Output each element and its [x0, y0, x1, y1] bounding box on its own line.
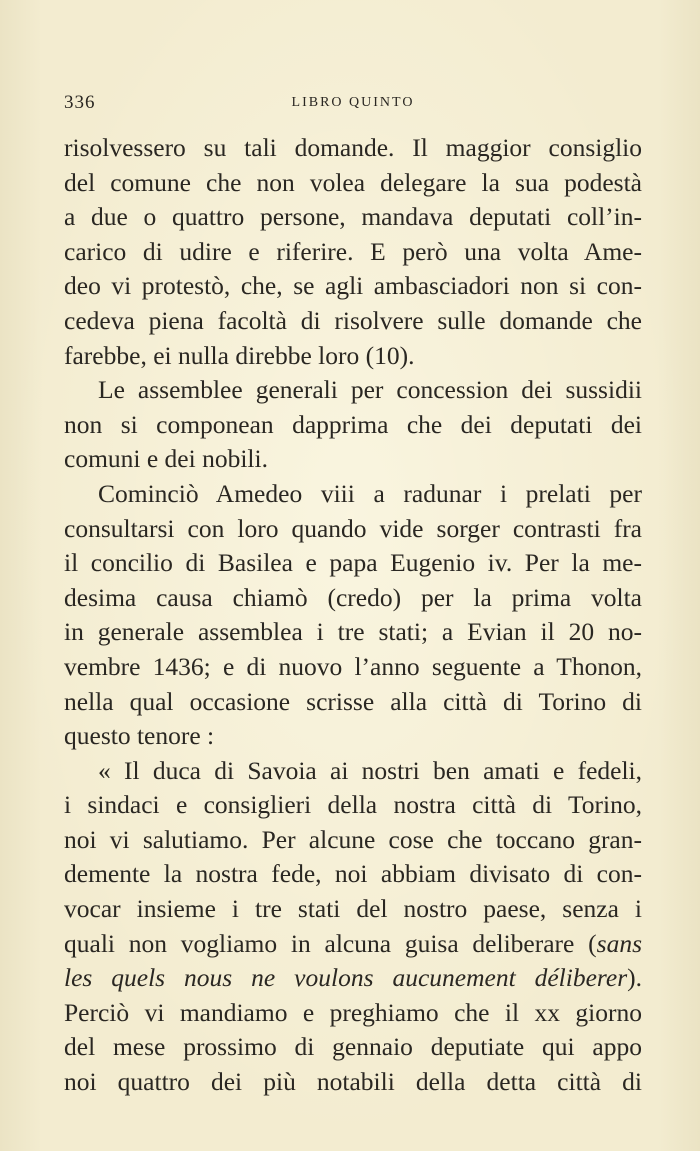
text-line: cedeva piena facoltà di risolvere sulle domande che	[64, 305, 642, 335]
text-line: noi quattro dei più notabili della detta città di	[64, 1067, 642, 1097]
text-line: a due o quattro persone, mandava deputati coll’in-	[64, 202, 642, 232]
paragraph-end-line: comuni e dei nobili.	[64, 444, 268, 474]
text-line: risolvessero su tali domande. Il maggior consiglio	[64, 133, 642, 162]
page-number: 336	[64, 92, 96, 113]
text-line	[64, 927, 642, 962]
paragraph-end-line: farebbe, ei nulla direbbe loro (10).	[64, 340, 415, 370]
text-line: non si componean dapprima che dei deputati dei	[64, 409, 642, 439]
text-line: desima causa chiamò (credo) per la prima volta	[64, 582, 642, 612]
line-italic-part: sans	[596, 928, 642, 958]
text-line: Perciò vi mandiamo e preghiamo che il xx giorno	[64, 997, 642, 1027]
text-line: del comune che non volea delegare la sua podestà	[64, 167, 642, 197]
running-head: LIBRO QUINTO	[291, 95, 415, 110]
text-line: in generale assemblea i tre stati; a Evian il 20 no-	[64, 617, 642, 647]
paragraph-end-line: questo tenore :	[64, 721, 215, 751]
text-line: consultarsi con loro quando vide sorger contrasti fra	[64, 513, 642, 543]
text-line: noi vi salutiamo. Per alcune cose che toccano gran-	[64, 824, 642, 854]
text-line: vocar insieme i tre stati del nostro paese, senza i	[64, 894, 642, 924]
text-line: del mese prossimo di gennaio deputiate qui appo	[64, 1032, 642, 1062]
body-text	[64, 131, 642, 1100]
quotation-start-line: « Il duca di Savoia ai nostri ben amati e fedeli,	[98, 755, 642, 785]
text-line: i sindaci e consiglieri della nostra città di Torino,	[64, 790, 642, 820]
text-line: carico di udire e riferire. E però una volta Ame-	[64, 236, 642, 266]
text-line	[64, 961, 642, 996]
text-line: vembre 1436; e di nuovo l’anno seguente a Thonon,	[64, 651, 642, 681]
line-roman-part: quali non vogliamo in alcuna guisa deliberare (	[64, 928, 597, 958]
line-roman-part: ).	[627, 963, 642, 993]
text-line: demente la nostra fede, noi abbiam divisato di con-	[64, 859, 642, 889]
paragraph-start-line: Le assemblee generali per concession dei sussidii	[98, 375, 642, 405]
text-line: il concilio di Basilea e papa Eugenio iv. Per la me-	[64, 548, 642, 578]
paragraph-start-line: Cominciò Amedeo viii a radunar i prelati per	[98, 478, 642, 508]
text-line: nella qual occasione scrisse alla città di Torino di	[64, 686, 642, 716]
text-line: deo vi protestò, che, se agli ambasciadori non si con-	[64, 271, 642, 301]
page-header	[64, 92, 642, 118]
line-italic-part: les quels nous ne voulons aucunement déliberer	[64, 963, 628, 993]
